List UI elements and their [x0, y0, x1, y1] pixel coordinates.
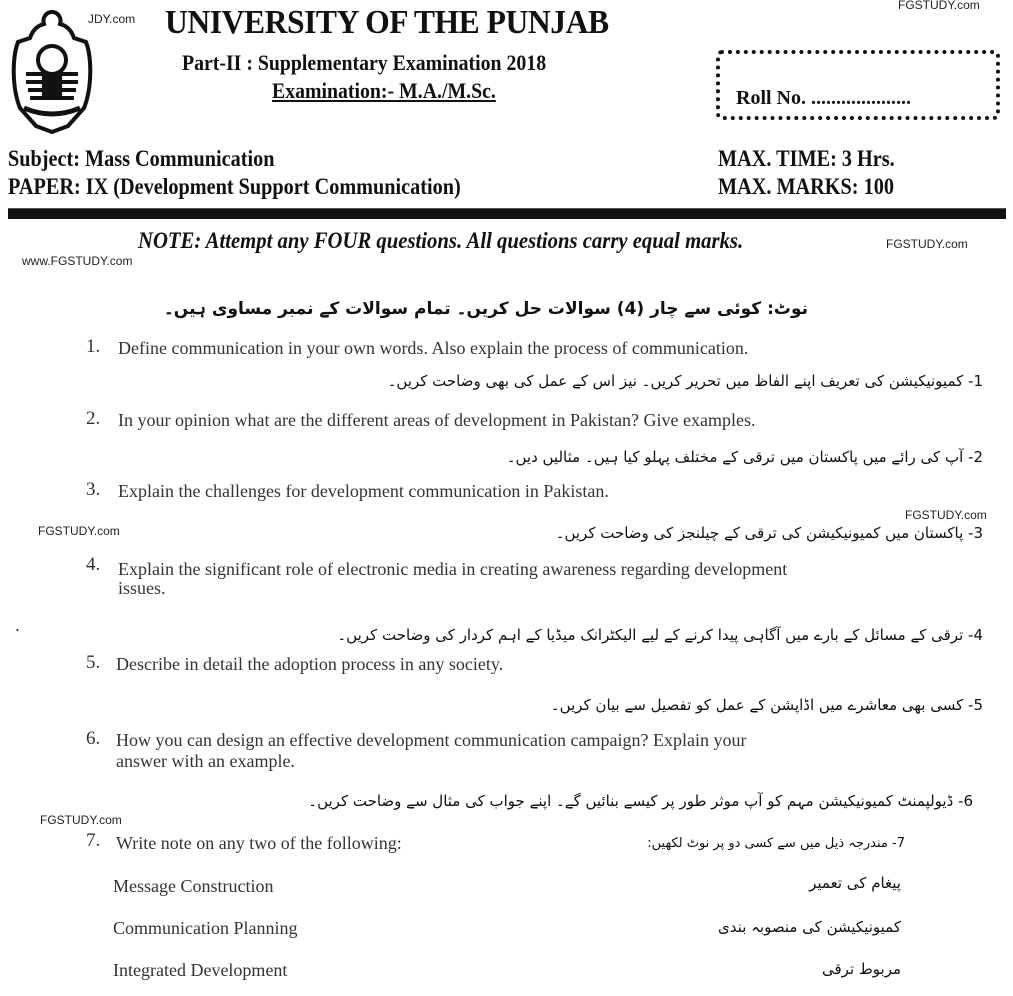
question-urdu: 2- آپ کی رائے میں پاکستان میں ترقی کے مختلف پہلو کیا ہیں۔ مثالیں دیں۔: [506, 448, 983, 466]
q7-item: Communication Planning: [113, 918, 298, 938]
watermark: FGSTUDY.com: [898, 0, 980, 12]
question-text: Explain the significant role of electronic media in creating awareness regarding development: [118, 559, 788, 579]
question-text: Describe in detail the adoption process in any society.: [116, 654, 504, 674]
q7-item-urdu: پیغام کی تعمیر: [809, 874, 901, 892]
question-text: In your opinion what are the different areas of development in Pakistan? Give examples.: [118, 410, 756, 430]
question-urdu: 3- پاکستان میں کمیونیکیشن کی ترقی کے چیلنجز کی وضاحت کریں۔: [555, 524, 983, 542]
question-urdu: 6- ڈیولپمنٹ کمیونیکیشن مہم کو آپ موثر طور پر کیسے بنائیں گے۔ اپنے جواب کی مثال سے وضاحت کریں۔: [308, 792, 973, 810]
exam-part: Part-II : Supplementary Examination 2018: [182, 50, 547, 75]
q7-item-urdu: مربوط ترقی: [822, 960, 901, 978]
question-text: Define communication in your own words. Also explain the process of communication.: [118, 338, 749, 358]
question-number: 2.: [86, 408, 101, 429]
question-number: 7.: [86, 830, 101, 851]
max-time: MAX. TIME: 3 Hrs.: [718, 146, 895, 171]
question-urdu: 7- مندرجہ ذیل میں سے کسی دو پر نوٹ لکھیں:: [647, 836, 905, 851]
max-marks: MAX. MARKS: 100: [718, 174, 894, 199]
q7-item: Message Construction: [113, 876, 274, 896]
question-text-continued: answer with an example.: [116, 751, 295, 771]
question-text-continued: issues.: [118, 578, 166, 598]
watermark: JDY.com: [88, 12, 136, 26]
question-number: 5.: [86, 652, 101, 673]
question-text: Explain the challenges for development communication in Pakistan.: [118, 481, 609, 501]
watermark: FGSTUDY.com: [38, 524, 120, 538]
question-text: How you can design an effective development communication campaign? Explain your: [116, 730, 747, 750]
roll-number-label: Roll No. ....................: [736, 87, 911, 109]
q7-item: Integrated Development: [113, 960, 288, 980]
instructions-note: NOTE: Attempt any FOUR questions. All questions carry equal marks.: [138, 228, 744, 253]
header-divider: [8, 208, 1006, 219]
urdu-note: نوٹ: کوئی سے چار (4) سوالات حل کریں۔ تمام سوالات کے نمبر مساوی ہیں۔: [163, 299, 808, 319]
scan-speck: •: [16, 626, 19, 635]
watermark: www.FGSTUDY.com: [22, 254, 133, 268]
question-number: 4.: [86, 554, 101, 575]
roll-number-box[interactable]: [716, 50, 1000, 120]
exam-name: Examination:- M.A./M.Sc.: [272, 78, 496, 103]
question-number: 6.: [86, 728, 101, 749]
university-title: UNIVERSITY OF THE PUNJAB: [165, 4, 609, 41]
question-urdu: 4- ترقی کے مسائل کے بارے میں آگاہی پیدا کرنے کے لیے الیکٹرانک میڈیا کے اہم کردار کی وضاحت کریں۔: [337, 626, 983, 644]
paper: PAPER: IX (Development Support Communication): [8, 174, 461, 199]
subject: Subject: Mass Communication: [8, 146, 275, 171]
q7-item-urdu: کمیونیکیشن کی منصوبہ بندی: [718, 918, 901, 936]
question-number: 1.: [86, 336, 101, 357]
question-urdu: 5- کسی بھی معاشرے میں اڈاپشن کے عمل کو تفصیل سے بیان کریں۔: [550, 696, 983, 714]
question-number: 3.: [86, 479, 101, 500]
watermark: FGSTUDY.com: [886, 237, 968, 251]
question-urdu: 1- کمیونیکیشن کی تعریف اپنے الفاظ میں تحریر کریں۔ نیز اس کے عمل کی بھی وضاحت کریں۔: [387, 372, 983, 390]
watermark: FGSTUDY.com: [905, 508, 987, 522]
university-crest-logo: [6, 8, 98, 134]
watermark: FGSTUDY.com: [40, 813, 122, 827]
question-text: Write note on any two of the following:: [116, 833, 402, 853]
